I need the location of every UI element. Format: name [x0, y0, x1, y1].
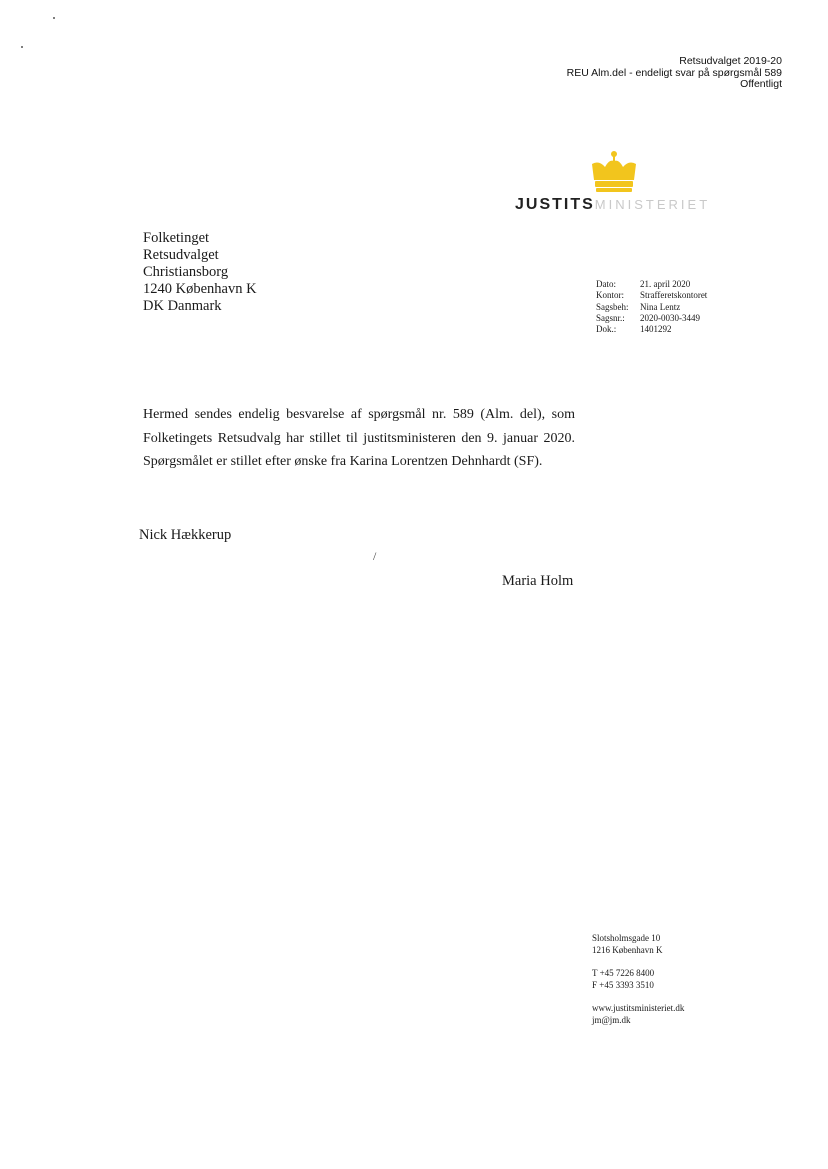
footer-spacer — [592, 956, 684, 968]
recipient-line: Folketinget — [143, 230, 210, 246]
meta-label: Sagsbeh: — [596, 301, 629, 312]
footer-phone: T +45 7226 8400 — [592, 968, 655, 978]
signature-separator: / — [373, 549, 377, 563]
meta-row-case-number — [596, 313, 707, 324]
footer-web: www.justitsministeriet.dk — [592, 1003, 685, 1013]
contact-footer — [592, 933, 684, 1026]
meta-label: Sagsnr.: — [596, 312, 625, 323]
footer-spacer — [592, 991, 684, 1003]
crown-icon — [589, 150, 639, 194]
scan-speck — [53, 17, 55, 19]
logo-light-text: MINISTERIET — [594, 197, 711, 212]
stamp-reference: REU Alm.del - endeligt svar på spørgsmål 589 — [566, 66, 782, 79]
meta-value: Nina Lentz — [640, 301, 681, 312]
footer-fax: F +45 3393 3510 — [592, 979, 654, 990]
footer-address-city: 1216 København K — [592, 944, 663, 955]
scan-speck — [21, 46, 23, 48]
logo-bold-text: JUSTITS — [515, 196, 595, 213]
meta-value: 21. april 2020 — [640, 279, 691, 289]
meta-label: Dok.: — [596, 324, 617, 335]
case-metadata — [596, 279, 707, 335]
recipient-address — [143, 230, 257, 315]
meta-label: Kontor: — [596, 290, 624, 301]
meta-value: 2020-0030-3449 — [640, 312, 700, 323]
recipient-line: DK Danmark — [143, 298, 222, 314]
document-stamp — [567, 56, 782, 91]
signature-officer: Maria Holm — [502, 573, 574, 589]
stamp-committee: Retsudvalget 2019-20 — [679, 55, 782, 67]
recipient-line: Christiansborg — [143, 264, 229, 280]
letter-body: Hermed sendes endelig besvarelse af spørgsmål nr. 589 (Alm. del), som Folketingets Retsudvalg har stillet til justitsministeren den 9. januar 2020. Spørgsmålet er stillet efter ønske fra Karina Lorentzen Dehnhardt (SF). — [143, 407, 575, 469]
meta-row-handler — [596, 302, 707, 313]
signature-minister: Nick Hækkerup — [139, 527, 232, 543]
meta-row-document — [596, 324, 707, 335]
ministry-logo — [515, 196, 710, 214]
meta-value: 1401292 — [640, 324, 672, 335]
recipient-line: Retsudvalget — [143, 247, 219, 263]
meta-label: Dato: — [596, 279, 616, 289]
recipient-line: 1240 København K — [143, 281, 257, 297]
meta-value: Strafferetskontoret — [640, 290, 708, 301]
footer-email: jm@jm.dk — [592, 1014, 631, 1025]
meta-row-date — [596, 279, 707, 290]
meta-row-office — [596, 290, 707, 301]
stamp-status: Offentligt — [740, 78, 782, 90]
footer-address-street: Slotsholmsgade 10 — [592, 933, 661, 943]
